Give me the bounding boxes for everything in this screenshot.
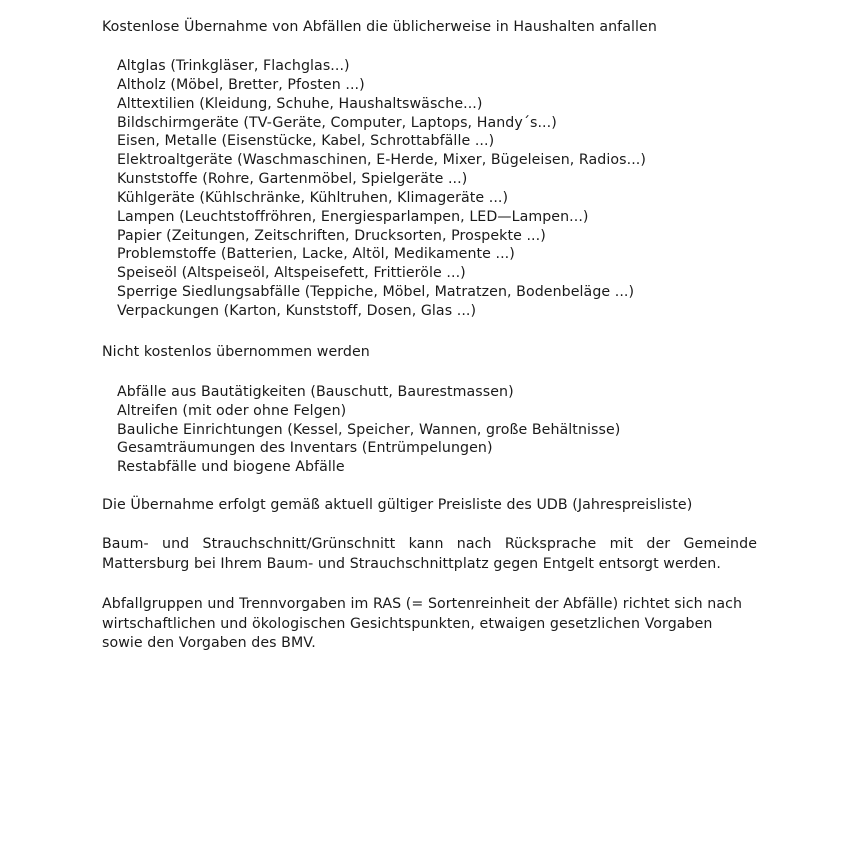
list-item: Lampen (Leuchtstoffröhren, Energiesparlampen, LED—Lampen...)	[117, 208, 589, 225]
list-item: Eisen, Metalle (Eisenstücke, Kabel, Schrottabfälle ...)	[117, 133, 495, 150]
list-item: Kunststoffe (Rohre, Gartenmöbel, Spielgeräte ...)	[117, 171, 468, 188]
free-section-list	[102, 57, 757, 321]
list-item: Verpackungen (Karton, Kunststoff, Dosen, Glas ...)	[117, 302, 477, 319]
green-waste-note: Baum- und Strauchschnitt/Grünschnitt kann nach Rücksprache mit der Gemeinde Mattersburg bei Ihrem Baum- und Strauchschnittplatz gegen Entgelt entsorgt werden.	[102, 536, 757, 572]
document-body	[102, 18, 757, 654]
list-item: Papier (Zeitungen, Zeitschriften, Drucksorten, Prospekte ...)	[117, 227, 546, 244]
spacer	[102, 362, 757, 383]
list-item: Alttextilien (Kleidung, Schuhe, Haushaltswäsche...)	[117, 95, 483, 112]
spacer	[102, 515, 757, 535]
list-item: Elektroaltgeräte (Waschmaschinen, E-Herde, Mixer, Bügeleisen, Radios...)	[117, 152, 646, 169]
list-item: Kühlgeräte (Kühlschränke, Kühltruhen, Klimageräte ...)	[117, 189, 509, 206]
spacer	[102, 321, 757, 343]
list-item: Abfälle aus Bautätigkeiten (Bauschutt, Baurestmassen)	[117, 383, 514, 400]
paid-section-list	[102, 383, 757, 477]
spacer	[102, 574, 757, 595]
spacer	[102, 37, 757, 57]
list-item: Sperrige Siedlungsabfälle (Teppiche, Möbel, Matratzen, Bodenbeläge ...)	[117, 284, 635, 301]
paid-section-heading: Nicht kostenlos übernommen werden	[102, 343, 370, 360]
list-item: Bauliche Einrichtungen (Kessel, Speicher, Wannen, große Behältnisse)	[117, 421, 621, 438]
list-item: Bildschirmgeräte (TV-Geräte, Computer, Laptops, Handy´s...)	[117, 114, 557, 131]
list-item: Altreifen (mit oder ohne Felgen)	[117, 402, 347, 419]
free-section-heading: Kostenlose Übernahme von Abfällen die üblicherweise in Haushalten anfallen	[102, 19, 657, 35]
list-item: Gesamträumungen des Inventars (Entrümpelungen)	[117, 440, 493, 457]
spacer	[102, 477, 757, 496]
list-item: Altholz (Möbel, Bretter, Pfosten ...)	[117, 76, 365, 93]
waste-groups-note: Abfallgruppen und Trennvorgaben im RAS (= Sortenreinheit der Abfälle) richtet sich nach wirtschaftlichen und ökologischen Gesichtspunkten, etwaigen gesetzlichen Vorgaben sowie den Vorgaben des BMV.	[102, 596, 743, 652]
list-item: Speiseöl (Altspeiseöl, Altspeisefett, Frittieröle ...)	[117, 265, 466, 282]
price-list-note: Die Übernahme erfolgt gemäß aktuell gültiger Preisliste des UDB (Jahrespreisliste)	[102, 497, 693, 514]
list-item: Altglas (Trinkgläser, Flachglas...)	[117, 58, 350, 74]
list-item: Problemstoffe (Batterien, Lacke, Altöl, Medikamente ...)	[117, 246, 515, 263]
list-item: Restabfälle und biogene Abfälle	[117, 459, 345, 476]
